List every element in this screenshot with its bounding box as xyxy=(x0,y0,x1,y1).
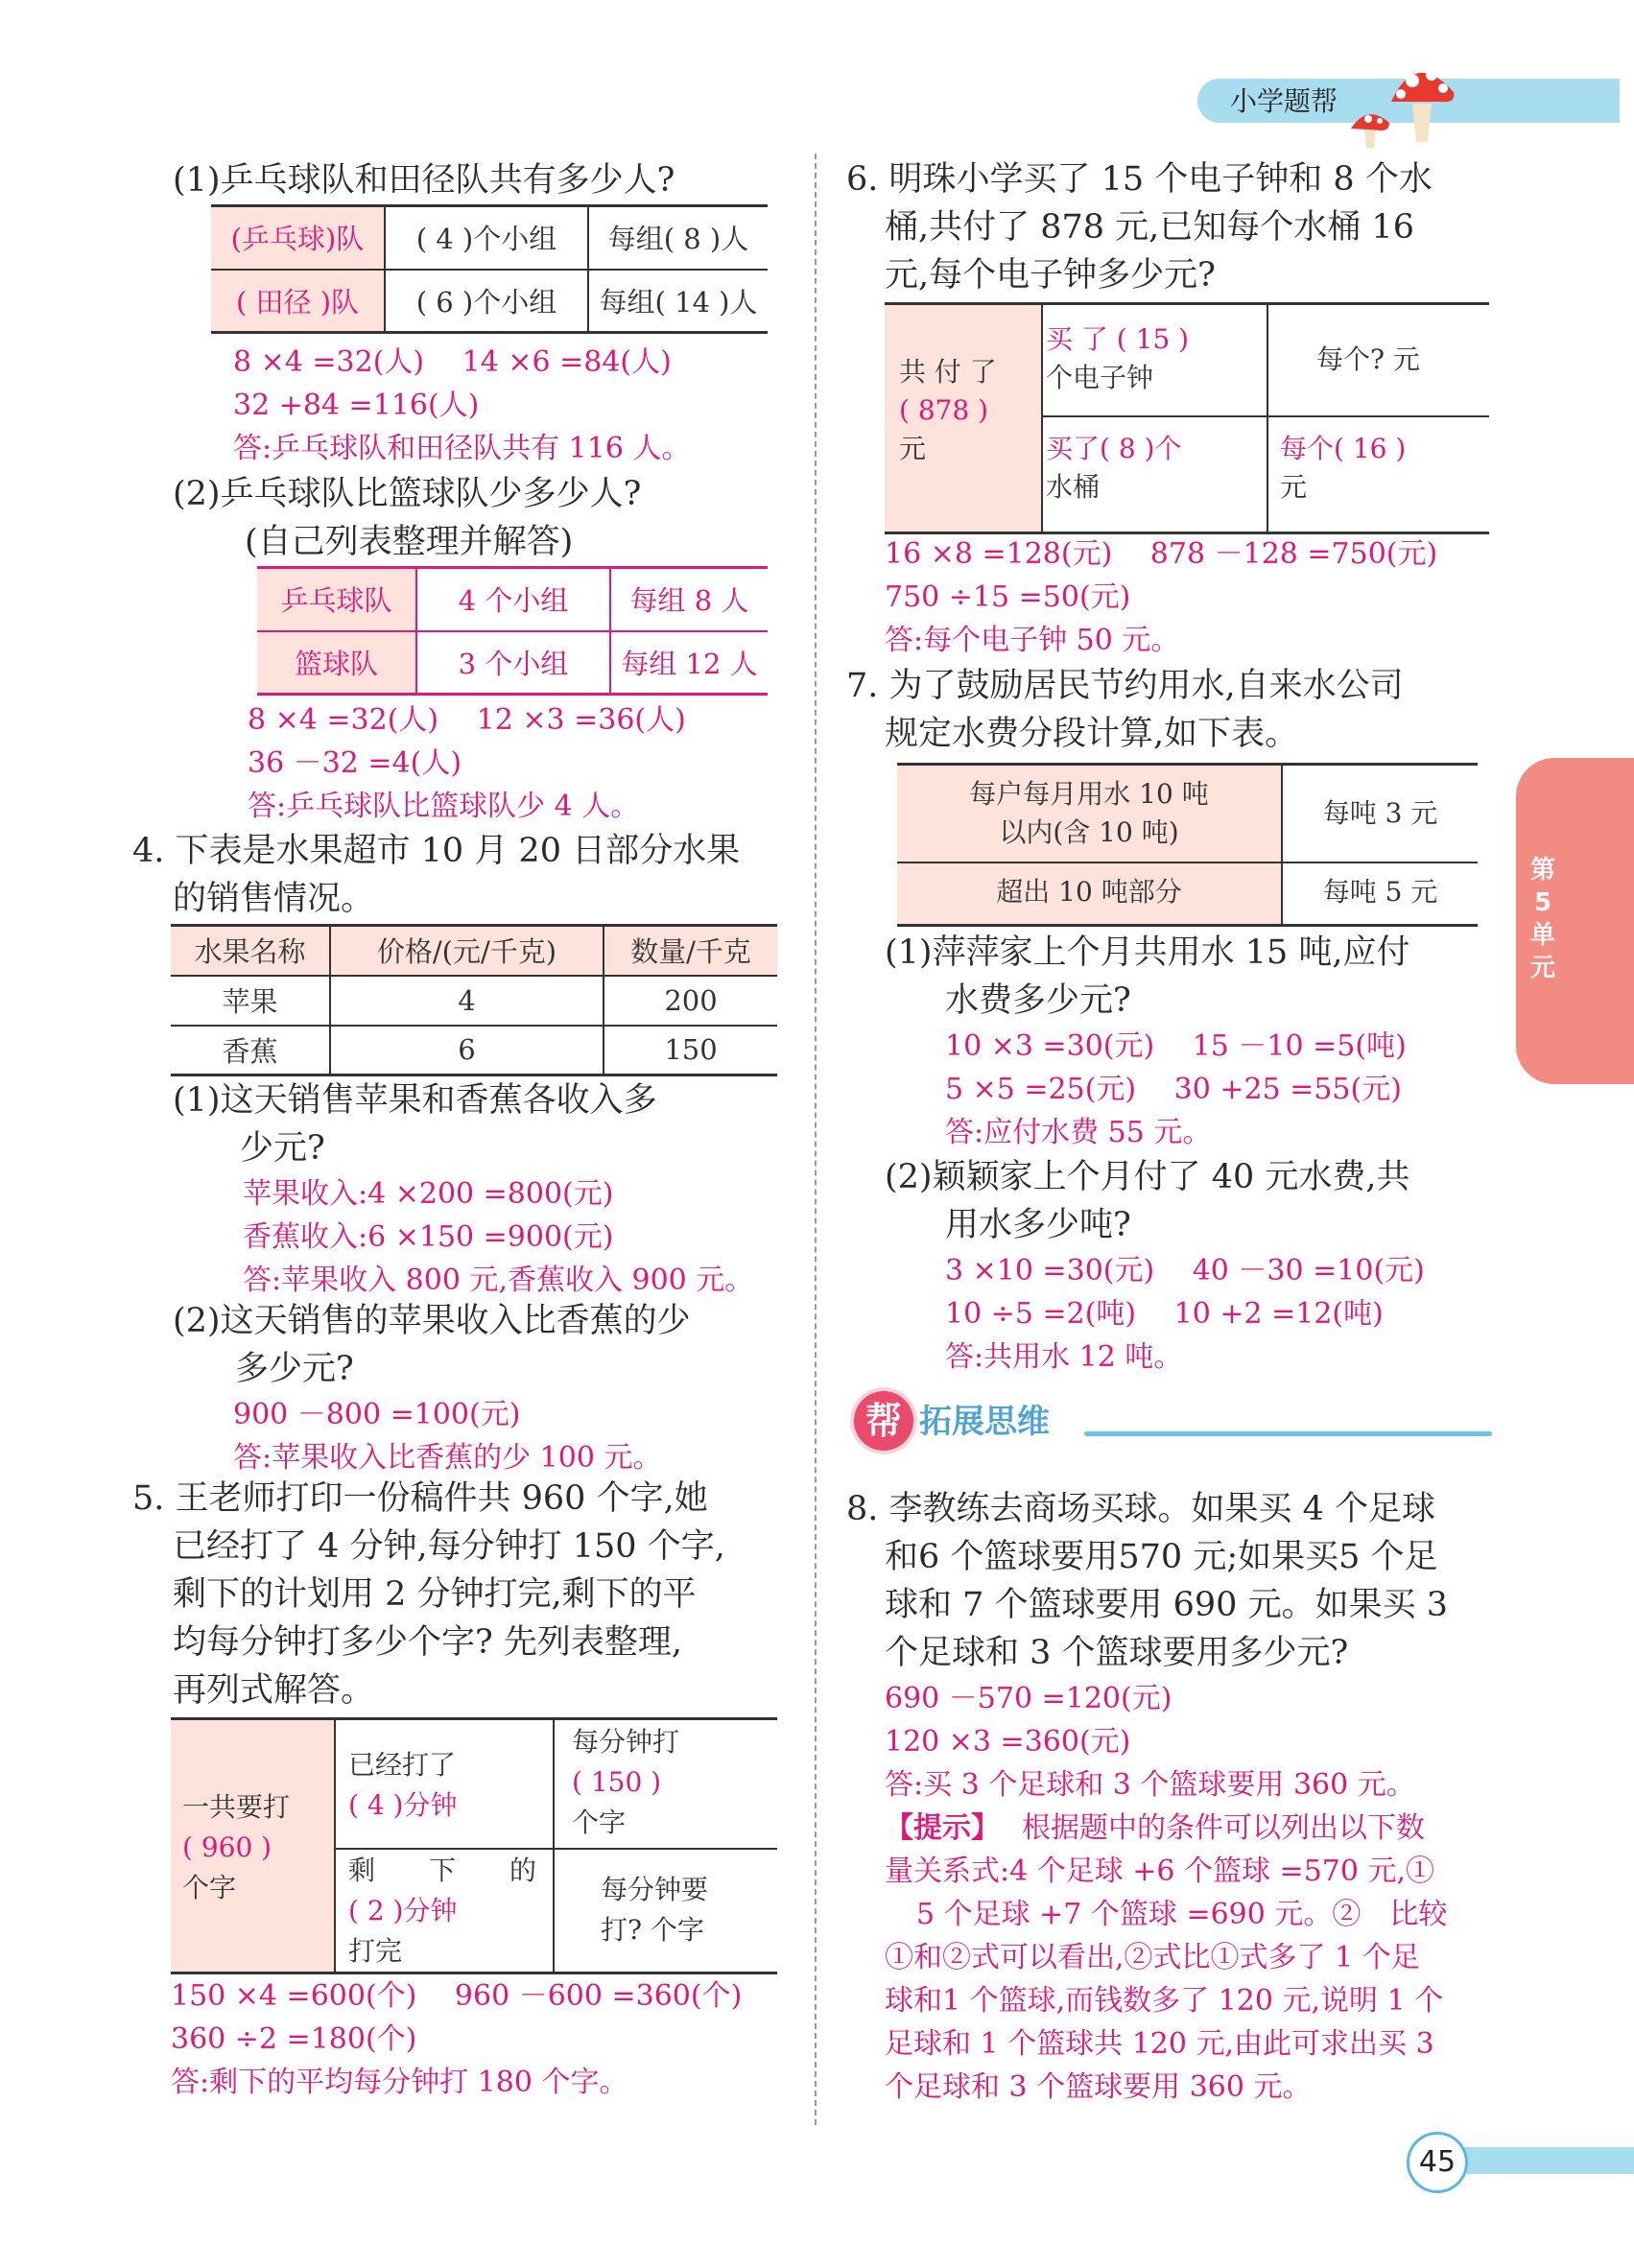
q5-table xyxy=(171,1717,777,1974)
q7-2-answer-1: 3 ×10 =30(元) 40 －30 =10(元) xyxy=(945,1254,1425,1288)
q6-line-1: 6. 明珠小学买了 15 个电子钟和 8 个水 xyxy=(846,160,1433,199)
q4-1-answer-3: 答:苹果收入 800 元,香蕉收入 900 元。 xyxy=(243,1264,754,1297)
q4-1-line-1: (1)这天销售苹果和香蕉各收入多 xyxy=(173,1081,657,1120)
q7-1-line-1: (1)萍萍家上个月共用水 15 吨,应付 xyxy=(885,933,1410,972)
q3-1-answer-2: 32 +84 =116(人) xyxy=(233,389,480,422)
column-divider xyxy=(815,154,817,2125)
team-name: ( 田径 )队 xyxy=(211,270,385,333)
q6-line-3: 元,每个电子钟多少元? xyxy=(885,256,1216,295)
q8-answer-1: 690 －570 =120(元) xyxy=(885,1682,1172,1715)
hint-line-6: 足球和 1 个篮球共 120 元,由此可求出买 3 xyxy=(885,2027,1434,2061)
q8-answer-3: 答:买 3 个足球和 3 个篮球要用 360 元。 xyxy=(885,1768,1415,1802)
team-per-group: 每组 8 人 xyxy=(629,584,749,618)
team-name: (乒乓球)队 xyxy=(211,206,385,270)
q3-1-answer-1: 8 ×4 =32(人) 14 ×6 =84(人) xyxy=(233,345,672,379)
q3-2-question: (2)乒乓球队比篮球队少多少人? xyxy=(173,475,642,513)
mushroom-icon xyxy=(1343,54,1468,150)
fruit-price: 6 xyxy=(330,1026,604,1075)
section-title-line xyxy=(1084,1431,1492,1436)
q5-line-5: 再列式解答。 xyxy=(173,1671,375,1710)
q6-clock-price: 每个? 元 xyxy=(1316,343,1420,375)
page-number: 45 xyxy=(1407,2132,1468,2193)
q4-line-1: 4. 下表是水果超市 10 月 20 日部分水果 xyxy=(132,832,741,870)
q8-line-2: 和6 个篮球要用570 元;如果买5 个足 xyxy=(885,1538,1438,1576)
q7-2-answer-3: 答:共用水 12 吨。 xyxy=(945,1340,1183,1374)
q7-2-line-2: 用水多少吨? xyxy=(945,1206,1131,1244)
q5-answer-2: 360 ÷2 =180(个) xyxy=(171,2022,417,2056)
q3-1-answer-3: 答:乒乓球队和田径队共有 116 人。 xyxy=(233,432,691,465)
q4-2-answer-1: 900 －800 =100(元) xyxy=(233,1398,521,1431)
fruit-header-name: 水果名称 xyxy=(171,926,330,976)
q7-line-1: 7. 为了鼓励居民节约用水,自来水公司 xyxy=(846,667,1404,705)
fruit-name: 香蕉 xyxy=(171,1026,330,1075)
q6-line-2: 桶,共付了 878 元,已知每个水桶 16 xyxy=(885,208,1414,247)
team-per-group: 每组 12 人 xyxy=(621,647,758,680)
q3-2-table xyxy=(257,566,768,696)
fruit-header-qty: 数量/千克 xyxy=(630,935,751,969)
q7-1-answer-3: 答:应付水费 55 元。 xyxy=(945,1116,1212,1149)
fruit-qty: 150 xyxy=(664,1033,718,1067)
fruit-header-price: 价格/(元/千克) xyxy=(330,926,604,976)
q4-2-answer-2: 答:苹果收入比香蕉的少 100 元。 xyxy=(233,1441,662,1475)
q5-answer-3: 答:剩下的平均每分钟打 180 个字。 xyxy=(171,2066,628,2099)
q5-done-cell: 已经打了 ( 4 )分钟 xyxy=(348,1749,458,1821)
section-title-badge: 帮 xyxy=(854,1391,913,1451)
q6-bucket-cell: 买了( 8 )个 水桶 xyxy=(1046,433,1182,503)
hint-line-1: 根据题中的条件可以列出以下数 xyxy=(1022,1811,1425,1845)
q7-1-answer-1: 10 ×3 =30(元) 15 －10 =5(吨) xyxy=(945,1029,1407,1063)
q4-1-answer-1: 苹果收入:4 ×200 =800(元) xyxy=(243,1177,614,1211)
q5-line-4: 均每分钟打多少个字? 先列表整理, xyxy=(173,1623,683,1662)
q3-1-table xyxy=(211,204,768,334)
q5-total-cell: 一共要打 ( 960 ) 个字 xyxy=(182,1791,291,1903)
q3-2-answer-3: 答:乒乓球队比篮球队少 4 人。 xyxy=(248,790,640,823)
unit-side-tab-text: 第 5 单 元 xyxy=(1529,856,1555,982)
q6-table xyxy=(885,302,1489,534)
q7-2-line-1: (2)颖颖家上个月付了 40 元水费,共 xyxy=(885,1158,1410,1196)
q5-line-1: 5. 王老师打印一份稿件共 960 个字,她 xyxy=(132,1479,708,1518)
hint-line-5: 球和1 个篮球,而钱数多了 120 元,说明 1 个 xyxy=(885,1984,1444,2018)
hint-line-3: 5 个足球 +7 个篮球 =690 元。② 比较 xyxy=(916,1898,1448,1931)
hint-label: 【提示】 xyxy=(885,1811,1000,1845)
hint-line-4: ①和②式可以看出,②式比①式多了 1 个足 xyxy=(885,1941,1420,1974)
q3-2-note: (自己列表整理并解答) xyxy=(245,523,574,561)
q4-line-2: 的销售情况。 xyxy=(173,880,375,918)
q5-line-3: 剩下的计划用 2 分钟打完,剩下的平 xyxy=(173,1575,697,1614)
team-name: 篮球队 xyxy=(257,631,416,695)
q3-2-answer-2: 36 －32 =4(人) xyxy=(248,746,462,780)
team-groups: 3 个小组 xyxy=(416,631,610,695)
team-groups: 4 个小组 xyxy=(416,568,610,631)
hint-line-7: 个足球和 3 个篮球要用 360 元。 xyxy=(885,2070,1312,2104)
q8-line-1: 8. 李教练去商场买球。如果买 4 个足球 xyxy=(846,1490,1436,1528)
q8-answer-2: 120 ×3 =360(元) xyxy=(885,1725,1131,1759)
q6-clock-cell: 买 了 ( 15 ) 个电子钟 xyxy=(1046,323,1190,393)
fruit-name: 苹果 xyxy=(171,976,330,1026)
header-brand: 小学题帮 xyxy=(1230,85,1338,117)
water-tier-2-price: 每吨 5 元 xyxy=(1322,876,1438,908)
q4-1-answer-2: 香蕉收入:6 ×150 =900(元) xyxy=(243,1220,614,1254)
team-per-group: 每组( 8 )人 xyxy=(607,223,749,256)
fruit-price: 4 xyxy=(330,976,604,1026)
q7-2-answer-2: 10 ÷5 =2(吨) 10 +2 =12(吨) xyxy=(945,1297,1384,1331)
q6-answer-3: 答:每个电子钟 50 元。 xyxy=(885,624,1180,657)
water-tier-1: 每户每月用水 10 吨 以内(含 10 吨) xyxy=(969,778,1209,848)
q5-rate-cell: 每分钟打 ( 150 ) 个字 xyxy=(572,1726,680,1838)
q5-rest-rate-cell: 每分钟要 打? 个字 xyxy=(601,1874,709,1946)
q7-1-answer-2: 5 ×5 =25(元) 30 +25 =55(元) xyxy=(945,1073,1402,1106)
water-tier-1-price: 每吨 3 元 xyxy=(1322,797,1438,829)
team-per-group: 每组( 14 )人 xyxy=(599,285,758,319)
water-table xyxy=(897,763,1478,927)
hint-line-2: 量关系式:4 个足球 +6 个篮球 =570 元,① xyxy=(885,1855,1435,1888)
q5-answer-1: 150 ×4 =600(个) 960 －600 =360(个) xyxy=(171,1979,743,2013)
team-name: 乒乓球队 xyxy=(257,568,416,631)
q5-rest-cell: 剩 下 的 ( 2 )分钟 打完 xyxy=(348,1855,537,1967)
section-title-text: 拓展思维 xyxy=(919,1403,1050,1441)
q7-1-line-2: 水费多少元? xyxy=(945,981,1131,1020)
water-tier-2: 超出 10 吨部分 xyxy=(996,876,1182,908)
team-groups: ( 6 )个小组 xyxy=(385,270,588,333)
fruit-table xyxy=(171,924,777,1076)
q8-line-3: 球和 7 个篮球要用 690 元。如果买 3 xyxy=(885,1586,1448,1624)
q6-answer-1: 16 ×8 =128(元) 878 －128 =750(元) xyxy=(885,537,1438,571)
fruit-qty: 200 xyxy=(664,983,718,1017)
q4-1-line-2: 少元? xyxy=(240,1129,325,1168)
q4-2-line-1: (2)这天销售的苹果收入比香蕉的少 xyxy=(173,1302,691,1340)
q5-line-2: 已经打了 4 分钟,每分钟打 150 个字, xyxy=(173,1527,725,1566)
q3-1-question: (1)乒乓球队和田径队共有多少人? xyxy=(173,161,675,200)
q8-line-4: 个足球和 3 个篮球要用多少元? xyxy=(885,1634,1349,1672)
q3-2-answer-1: 8 ×4 =32(人) 12 ×3 =36(人) xyxy=(248,703,686,737)
team-groups: ( 4 )个小组 xyxy=(385,206,588,270)
q6-paid-cell: 共 付 了 ( 878 ) 元 xyxy=(899,356,997,464)
q4-2-line-2: 多少元? xyxy=(235,1350,354,1388)
q6-answer-2: 750 ÷15 =50(元) xyxy=(885,580,1131,614)
q7-line-2: 规定水费分段计算,如下表。 xyxy=(885,715,1299,753)
q6-bucket-price: 每个( 16 ) 元 xyxy=(1280,433,1407,503)
